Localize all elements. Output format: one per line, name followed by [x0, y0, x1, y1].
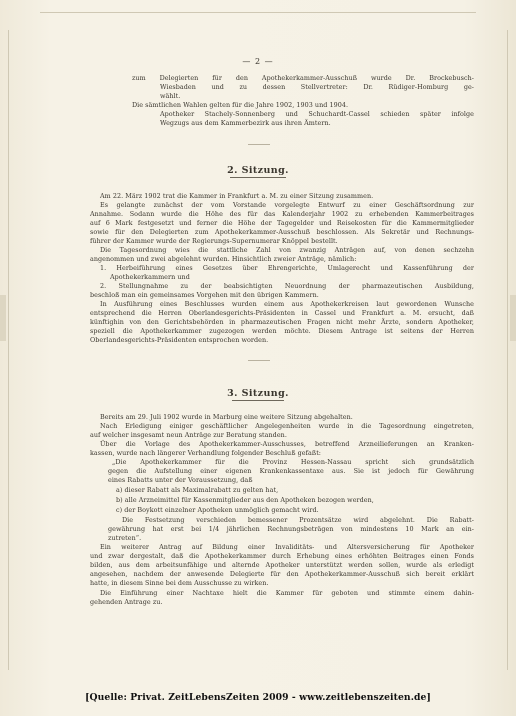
heading-underline: [230, 177, 286, 178]
source-caption: [Quelle: Privat. ZeitLebensZeiten 2009 - www.zeitlebenszeiten.de]: [85, 692, 431, 703]
list-item: 2. Stellungnahme zu der beabsichtigten Neuordnung der pharmazeutischen Ausbildung,: [100, 282, 474, 290]
quote-line: gewährung hat erst bei 1/4 jährlichen Rechnungsbeträgen von mindestens 10 Mark an ein-: [108, 525, 474, 533]
paragraph-line: angenommen und zwei abgelehnt wurden. Hinsichtlich zweier Anträge, nämlich:: [90, 255, 357, 263]
page-edge-mark-left: [0, 295, 6, 341]
condition-item: c) der Boykott einzelner Apotheken unmöglich gemacht wird.: [116, 506, 319, 514]
intro-line: Wegzugs aus dem Kammerbezirk aus ihren Ämtern.: [160, 119, 331, 127]
paragraph-line: führer der Kammer wurde der Regierungs-Supernumerar Knöppel bestellt.: [90, 237, 338, 245]
section-divider: [248, 360, 270, 361]
paragraph-line: Ein weiterer Antrag auf Bildung einer Invaliditäts- und Altersversicherung für Apotheker: [100, 543, 474, 551]
quote-line: gegen die Aufstellung einer eigenen Krankenkassentaxe aus. Sie ist jedoch für Gewährung: [108, 467, 474, 475]
section-divider: [248, 144, 270, 145]
paragraph-line: Oberlandesgerichts-Präsidenten entsprochen worden.: [90, 336, 269, 344]
paragraph-line: Über die Vorlage des Apothekerkammer-Ausschusses, betreffend Arzneilieferungen an Kranken-: [100, 440, 474, 448]
list-item: 1. Herbeiführung eines Gesetzes über Ehrengerichte, Umlagerecht und Kassenführung der: [100, 264, 474, 272]
paragraph-line: angesehen, nachdem der anwesende Delegierte für den Apothekerkammer-Ausschuß sich bereit erklärt: [90, 570, 474, 578]
section-3-heading: 3. Sitzung.: [227, 388, 289, 399]
intro-line: Apotheker Stachely-Sonnenberg und Schuchardt-Cassel schieden später infolge: [160, 110, 474, 118]
paragraph-line: Nach Erledigung einiger geschäftlicher Angelegenheiten wurde in die Tagesordnung eingetreten,: [100, 422, 474, 430]
quote-line: zutreten“.: [108, 534, 142, 542]
crop-line-top: [40, 12, 476, 13]
page-number: — 2 —: [242, 57, 274, 66]
quote-line: Die Festsetzung verschieden bemessener Prozentsätze wird abgelehnt. Die Rabatt-: [122, 516, 474, 524]
paragraph-line: künftighin von den Gerichtsbehörden in pharmazeutischen Fragen nicht mehr Ärzte, sondern Apotheker,: [90, 318, 474, 326]
condition-item: a) dieser Rabatt als Maximalrabatt zu gelten hat,: [116, 486, 279, 494]
paragraph-line: beschloß man ein gemeinsames Vorgehen mit den übrigen Kammern.: [90, 291, 319, 299]
paragraph-line: sowie für den Delegierten zum Apothekerkammer-Ausschuß beschlossen. Als Sekretär und Rechnungs-: [90, 228, 474, 236]
intro-line: Wiesbaden und zu dessen Stellvertreter: Dr. Rüdiger-Homburg ge-: [160, 83, 474, 91]
paragraph-line: auf welcher insgesamt neun Anträge zur Beratung standen.: [90, 431, 287, 439]
paragraph-line: Am 22. März 1902 trat die Kammer in Frankfurt a. M. zu einer Sitzung zusammen.: [100, 192, 374, 200]
crop-line-right: [507, 30, 508, 670]
quote-line: „Die Apothekerkammer für die Provinz Hessen-Nassau spricht sich grundsätzlich: [112, 458, 474, 466]
paragraph-line: gehenden Antrage zu.: [90, 598, 163, 606]
intro-line: zum Delegierten für den Apothekerkammer-Ausschuß wurde Dr. Brockebusch-: [132, 74, 474, 82]
paragraph-line: und zwar dergestalt, daß die Apothekerkammer durch Erhebung eines erhöhten Beitrages einen Fonds: [90, 552, 474, 560]
paragraph-line: auf 6 Mark festgesetzt und ferner die Höhe der Tagegelder und Reisekosten für die Kammermitglieder: [90, 219, 474, 227]
paragraph-line: Die Tagesordnung wies die stattliche Zahl von zwanzig Anträgen auf, von denen sechzehn: [100, 246, 474, 254]
intro-line: Die sämtlichen Wahlen gelten für die Jahre 1902, 1903 und 1904.: [132, 101, 349, 109]
paragraph-line: bilden, aus dem arbeitsunfähige und alternde Apotheker unterstützt werden sollen, wurde als erledigt: [90, 561, 474, 569]
paragraph-line: Die Einführung einer Nachtaxe hielt die Kammer für geboten und stimmte einem dahin-: [100, 589, 474, 597]
paragraph-line: In Ausführung eines Beschlusses wurden einem aus Apothekerkreisen laut gewordenen Wunsche: [100, 300, 474, 308]
page-edge-mark-right: [510, 295, 516, 341]
heading-underline: [232, 400, 284, 401]
paragraph-line: hatte, in diesem Sinne bei dem Ausschusse zu wirken.: [90, 579, 269, 587]
paragraph-line: kassen, wurde nach längerer Verhandlung folgender Beschluß gefaßt:: [90, 449, 322, 457]
condition-item: b) alle Arzneimittel für Kassenmitglieder aus den Apotheken bezogen werden,: [116, 496, 374, 504]
paragraph-line: speziell die Apothekerkammer zugezogen werden möchte. Diesem Antrage ist seitens der Herren: [90, 327, 474, 335]
paragraph-line: Es gelangte zunächst der vom Vorstande vorgelegte Entwurf zu einer Geschäftsordnung zur: [100, 201, 474, 209]
quote-line: eines Rabatts unter der Voraussetzung, daß: [108, 476, 253, 484]
paragraph-line: Annahme. Sodann wurde die Höhe des für das Kalenderjahr 1902 zu erhebenden Kammerbeitrages: [90, 210, 474, 218]
paragraph-line: Bereits am 29. Juli 1902 wurde in Marburg eine weitere Sitzung abgehalten.: [100, 413, 353, 421]
list-item-continued: Apothekerkammern und: [110, 273, 190, 281]
intro-line: wählt.: [160, 92, 181, 100]
paragraph-line: entsprechend die Herren Oberlandesgerichts-Präsidenten in Cassel und Frankfurt a. M. ersucht, daß: [90, 309, 474, 317]
crop-line-left: [8, 30, 9, 670]
section-2-heading: 2. Sitzung.: [227, 165, 289, 176]
